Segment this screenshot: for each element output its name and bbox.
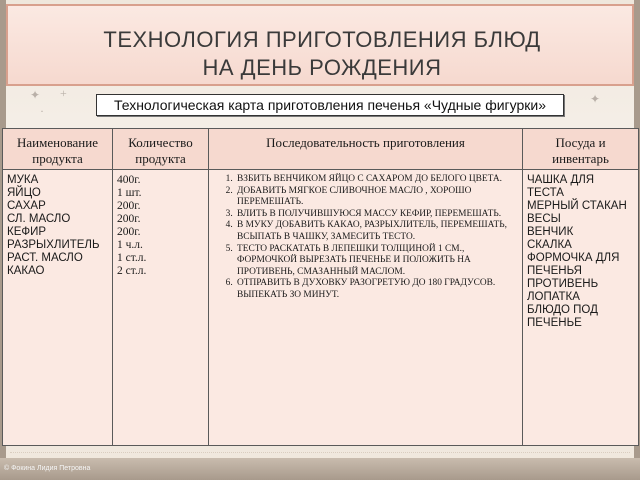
title-line-2: НА ДЕНЬ РОЖДЕНИЯ [202,55,442,80]
title-line-1: ТЕХНОЛОГИЯ ПРИГОТОВЛЕНИЯ БЛЮД [103,27,541,52]
quantities-list [117,174,204,278]
list-item: МУКА [7,174,39,186]
steps-list [213,174,518,302]
list-item: МЕРНЫЙ СТАКАН [527,200,627,212]
list-item: ЧАШКА ДЛЯ ТЕСТА [527,174,595,199]
list-item: 1 ст.л. [117,252,147,264]
sparkle-decoration: + [60,86,67,100]
step-item: 4. В МУКУ ДОБАВИТЬ КАКАО, РАЗРЫХЛИТЕЛЬ, ПЕРЕМЕШАТЬ, ВСЫПАТЬ В ЧАШКУ, ЗАМЕСИТЬ ТЕСТО. [235,220,518,243]
list-item: ПРОТИВЕНЬ [527,278,599,290]
header-tools: Посуда и инвентарь [523,129,639,170]
list-item: СКАЛКА [527,239,572,251]
title-banner [6,4,634,86]
header-quantity: Количество продукта [113,129,209,170]
copyright-text: © Фокина Лидия Петровна [4,465,91,472]
page-title [8,26,636,82]
products-cell [3,170,113,446]
tools-cell [523,170,639,446]
list-item: 200г. [117,226,141,238]
step-item: 5. ТЕСТО РАСКАТАТЬ В ЛЕПЕШКИ ТОЛЩИНОЙ 1 СМ., ФОРМОЧКОЙ ВЫРЕЗАТЬ ПЕЧЕНЬЕ И ПОЛОЖИТЬ НА ПРОТИВЕНЬ, СМАЗАННЫЙ МАСЛОМ. [235,244,518,279]
list-item: 200г. [117,200,141,212]
step-item: 6. ОТПРАВИТЬ В ДУХОВКУ РАЗОГРЕТУЮ ДО 180 ГРАДУСОВ. ВЫПЕКАТЬ ЗО МИНУТ. [235,278,518,301]
list-item: ВЕНЧИК [527,226,574,238]
list-item: РАЗРЫХЛИТЕЛЬ [7,239,100,251]
step-item: 1. ВЗБИТЬ ВЕНЧИКОМ ЯЙЦО С САХАРОМ ДО БЕЛОГО ЦВЕТА. [235,174,518,186]
table-row [3,170,639,446]
list-item: 2 ст.л. [117,265,147,277]
products-list [7,174,108,278]
header-product: Наименование продукта [3,129,113,170]
table-header-row [3,129,639,170]
sparkle-decoration: ✦ [590,92,601,106]
list-item: САХАР [7,200,46,212]
list-item: КЕФИР [7,226,47,238]
step-item: 3. ВЛИТЬ В ПОЛУЧИВШУЮСЯ МАССУ КЕФИР, ПЕРЕМЕШАТЬ. [235,209,518,221]
list-item: ВЕСЫ [527,213,561,225]
list-item: ЯЙЦО [7,187,41,199]
sparkle-decoration: · [40,104,44,118]
quantities-cell [113,170,209,446]
tools-list [527,174,634,330]
list-item: СЛ. МАСЛО [7,213,71,225]
divider [10,452,630,455]
list-item: КАКАО [7,265,45,277]
list-item: 1 ч.л. [117,239,143,251]
list-item: ЛОПАТКА [527,291,580,303]
list-item: 200г. [117,213,141,225]
sparkle-decoration: ✦ [30,88,41,102]
subtitle-box [96,94,564,116]
subtitle: Технологическая карта приготовления печенья «Чудные фигурки» [113,97,547,113]
list-item: РАСТ. МАСЛО [7,252,83,264]
list-item: 400г. [117,174,141,186]
header-sequence: Последовательность приготовления [209,129,523,170]
list-item: БЛЮДО ПОД ПЕЧЕНЬЕ [527,304,598,329]
footer-bar [0,458,640,480]
list-item: 1 шт. [117,187,142,199]
steps-cell [209,170,523,446]
tech-card-table [2,128,639,446]
list-item: ФОРМОЧКА ДЛЯ ПЕЧЕНЬЯ [527,252,620,277]
step-item: 2. ДОБАВИТЬ МЯГКОЕ СЛИВОЧНОЕ МАСЛО , ХОРОШО ПЕРЕМЕШАТЬ. [235,186,518,209]
